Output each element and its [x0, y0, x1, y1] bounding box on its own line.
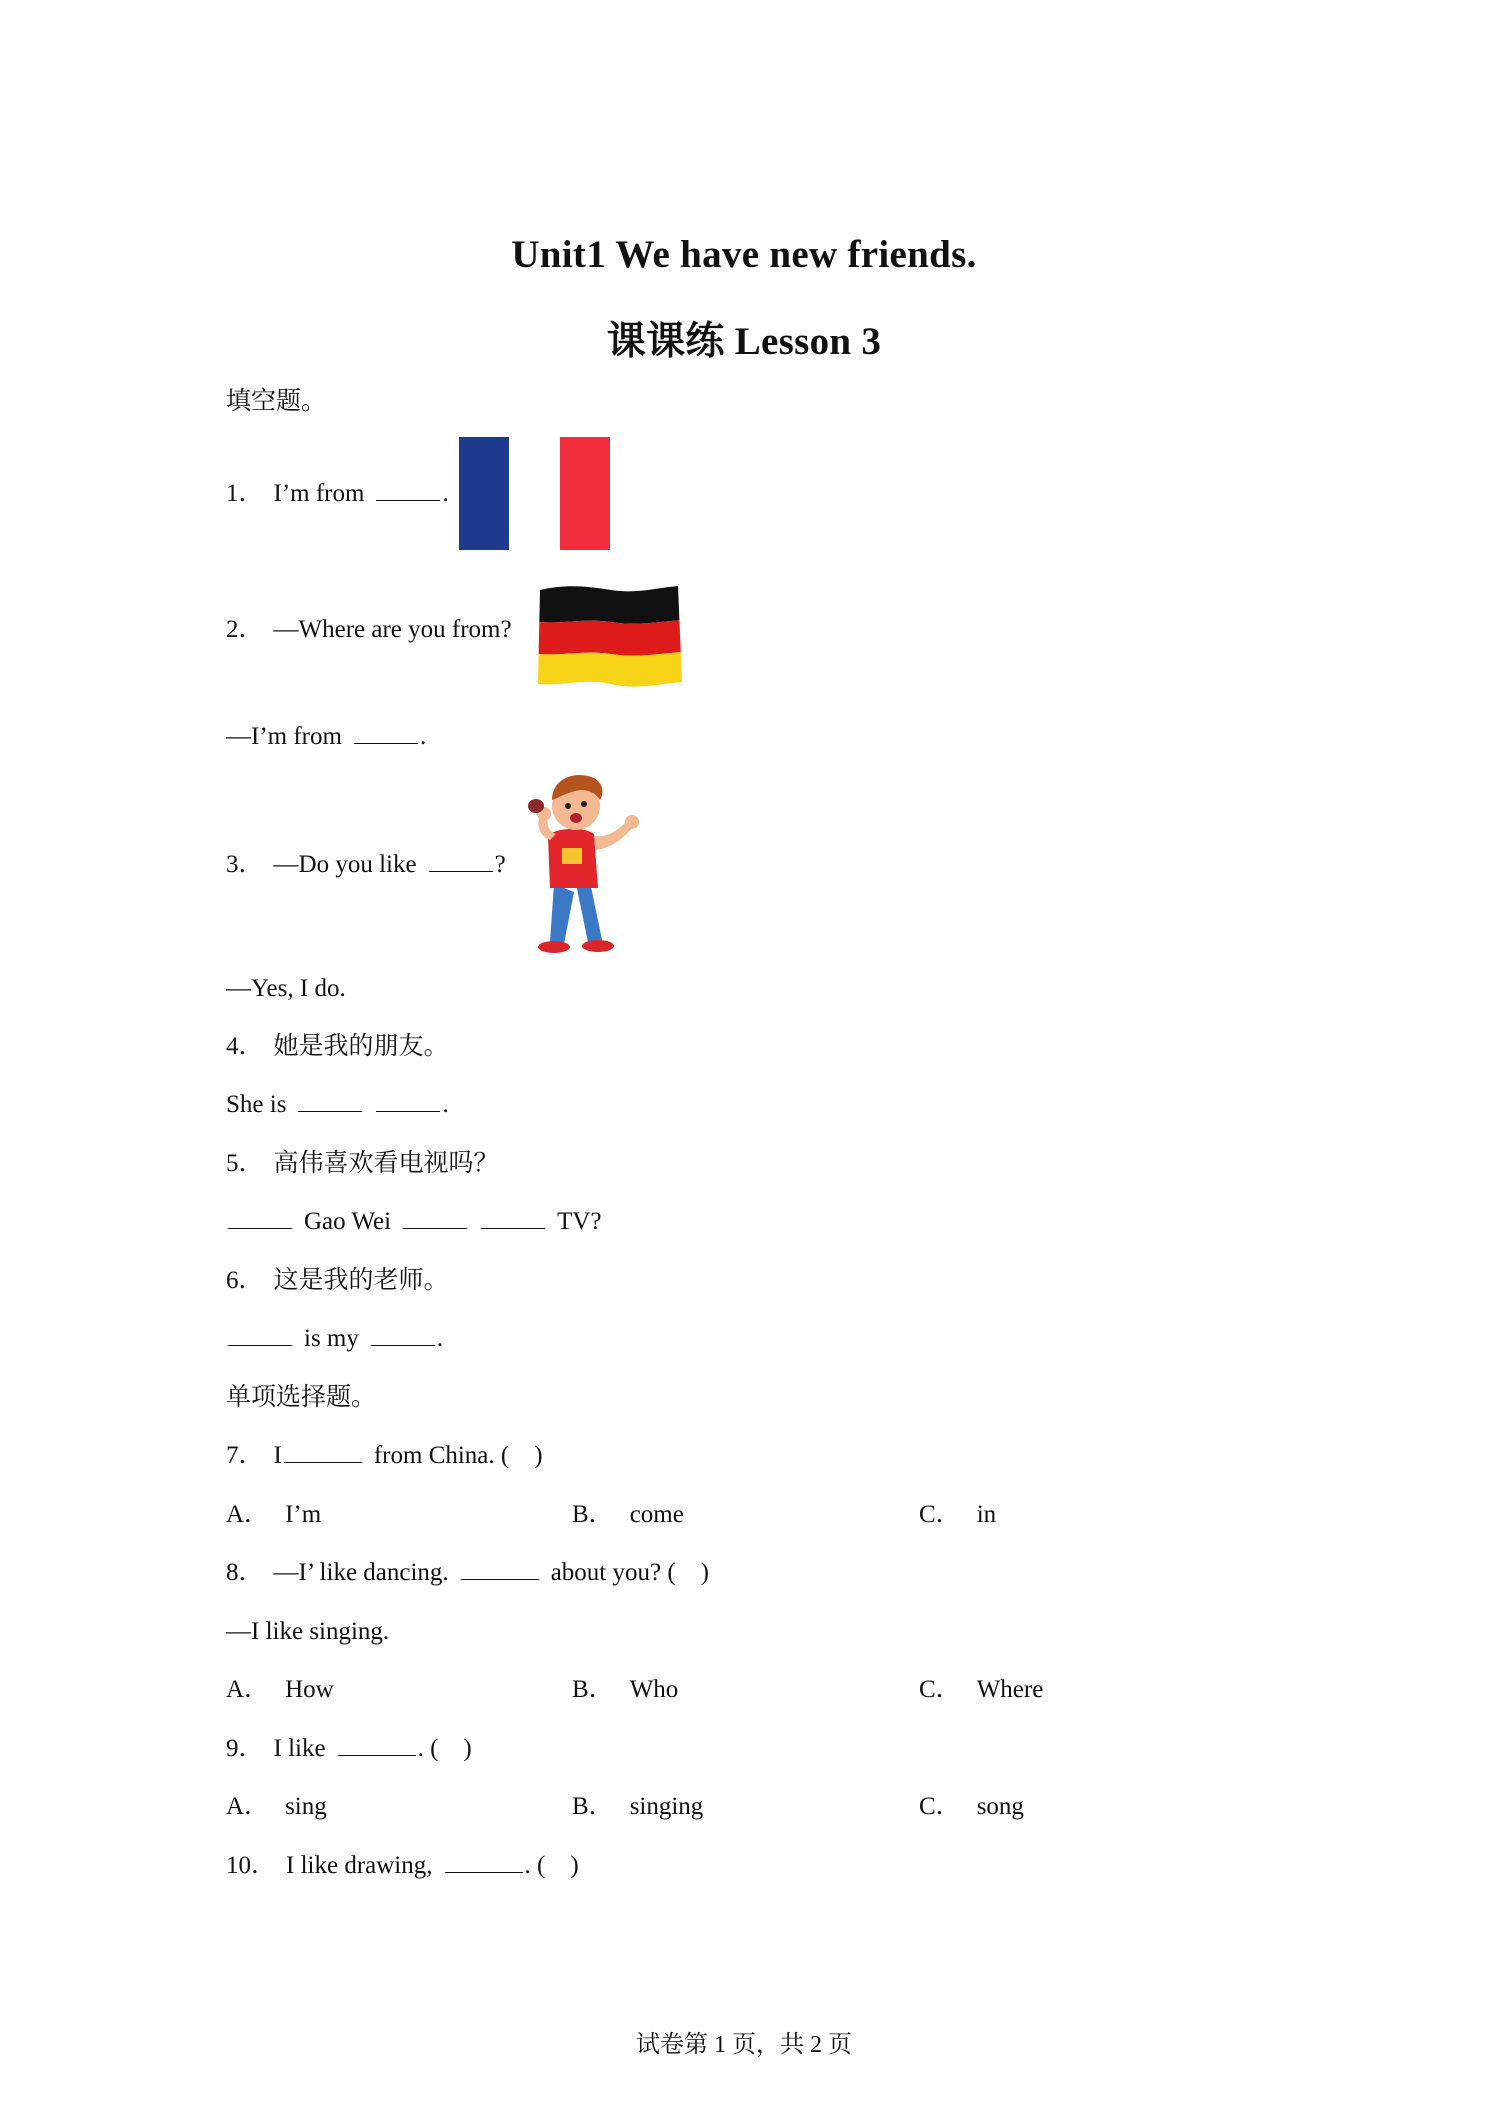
question-text-end: .: [442, 480, 449, 507]
option-letter: B．: [572, 1676, 614, 1703]
section-multiple-choice-label: 单项选择题。: [226, 1384, 377, 1411]
answer-blank[interactable]: [376, 1091, 440, 1112]
answer-blank[interactable]: [354, 723, 418, 744]
answer-blank[interactable]: [461, 1559, 539, 1580]
answer-blank[interactable]: [445, 1852, 523, 1873]
question-7: [226, 1440, 543, 1472]
question-text-end: about you? ( ): [550, 1559, 709, 1586]
page-title: Unit1 We have new friends.: [511, 233, 977, 276]
question-number: 4．: [226, 1033, 264, 1060]
answer-blank[interactable]: [228, 1325, 292, 1346]
section-fill-in-label: 填空题。: [226, 388, 327, 415]
question-prompt: 她是我的朋友。: [273, 1033, 449, 1060]
option-b[interactable]: [572, 1791, 703, 1823]
option-text: song: [976, 1793, 1024, 1820]
question-number: 3．: [226, 851, 264, 878]
answer-blank[interactable]: [429, 851, 493, 872]
flag-blue-stripe: [459, 437, 509, 550]
question-text: Gao Wei: [304, 1208, 392, 1235]
answer-blank[interactable]: [371, 1325, 435, 1346]
answer-blank[interactable]: [298, 1091, 362, 1112]
option-text: come: [629, 1501, 684, 1528]
flag-red-band: [536, 620, 682, 656]
question-9: [226, 1733, 472, 1765]
option-text: Who: [629, 1676, 679, 1703]
question-text: —Do you like: [273, 851, 417, 878]
option-letter: C．: [919, 1793, 961, 1820]
question-3: [226, 849, 506, 881]
option-text: singing: [629, 1793, 704, 1820]
singing-boy-illustration: [514, 764, 649, 960]
flag-black-band: [536, 584, 682, 624]
question-text: I: [273, 1442, 282, 1469]
question-text: I like drawing,: [286, 1852, 433, 1879]
question-8: [226, 1557, 709, 1589]
option-c[interactable]: [919, 1674, 1043, 1706]
flag-gold-band: [536, 652, 682, 688]
answer-text: —I’m from: [226, 723, 342, 750]
question-text: I like: [273, 1735, 326, 1762]
answer-blank[interactable]: [376, 480, 440, 501]
question-number: 6．: [226, 1267, 264, 1294]
question-number: 2．: [226, 616, 264, 643]
question-4: [226, 1089, 449, 1121]
option-letter: B．: [572, 1793, 614, 1820]
option-a[interactable]: [226, 1791, 327, 1823]
question-text: —I’ like dancing.: [273, 1559, 449, 1586]
question-text-end: .: [436, 1325, 444, 1352]
question-6: [226, 1323, 443, 1355]
option-letter: A．: [226, 1793, 270, 1820]
page-subtitle: 课课练 Lesson 3: [606, 320, 882, 363]
question-text-end: ?: [494, 851, 506, 878]
answer-blank[interactable]: [284, 1442, 362, 1463]
question-text: I’m from: [273, 480, 365, 507]
option-a[interactable]: [226, 1674, 334, 1706]
question-5: [226, 1206, 602, 1238]
option-b[interactable]: [572, 1674, 678, 1706]
question-text-end: . ( ): [417, 1735, 472, 1762]
option-letter: A．: [226, 1676, 270, 1703]
question-1: [226, 478, 449, 510]
page-footer: 试卷第 1 页，共 2 页: [636, 2032, 852, 2058]
option-text: Where: [976, 1676, 1044, 1703]
option-letter: C．: [919, 1501, 961, 1528]
question-6-prompt: [226, 1265, 449, 1297]
question-10: [226, 1850, 579, 1882]
option-text: How: [285, 1676, 334, 1703]
question-3-answer: —Yes, I do.: [226, 975, 346, 1002]
flag-white-stripe: [509, 437, 560, 550]
question-prompt: 高伟喜欢看电视吗？: [273, 1150, 499, 1177]
option-a[interactable]: [226, 1499, 321, 1531]
question-number: 1．: [226, 480, 264, 507]
option-letter: C．: [919, 1676, 961, 1703]
question-2: [226, 614, 512, 646]
question-prompt: 这是我的老师。: [273, 1267, 449, 1294]
question-4-prompt: [226, 1031, 449, 1063]
question-2-answer: [226, 721, 426, 753]
question-number: 5．: [226, 1150, 264, 1177]
question-text: She is: [226, 1091, 287, 1118]
question-text: is my: [304, 1325, 359, 1352]
question-text-end: from China. ( ): [373, 1442, 543, 1469]
question-number: 8．: [226, 1559, 264, 1586]
question-number: 9．: [226, 1735, 264, 1762]
question-text-end: .: [442, 1091, 449, 1118]
question-8-answer: —I like singing.: [226, 1618, 390, 1645]
answer-blank[interactable]: [338, 1735, 416, 1756]
france-flag-icon: [459, 437, 610, 550]
question-text-end: TV?: [557, 1208, 602, 1235]
germany-flag-icon: [536, 584, 682, 688]
option-text: in: [976, 1501, 997, 1528]
answer-text-end: .: [419, 723, 427, 750]
option-c[interactable]: [919, 1499, 996, 1531]
option-c[interactable]: [919, 1791, 1024, 1823]
question-text-end: . ( ): [524, 1852, 579, 1879]
answer-blank[interactable]: [403, 1208, 467, 1229]
answer-blank[interactable]: [228, 1208, 292, 1229]
option-letter: B．: [572, 1501, 614, 1528]
option-text: I’m: [285, 1501, 322, 1528]
option-text: sing: [285, 1793, 327, 1820]
option-b[interactable]: [572, 1499, 684, 1531]
answer-blank[interactable]: [481, 1208, 545, 1229]
question-5-prompt: [226, 1148, 499, 1180]
flag-red-stripe: [560, 437, 610, 550]
question-number: 10．: [226, 1852, 277, 1879]
option-letter: A．: [226, 1501, 270, 1528]
question-text: —Where are you from?: [273, 616, 512, 643]
question-number: 7．: [226, 1442, 264, 1469]
